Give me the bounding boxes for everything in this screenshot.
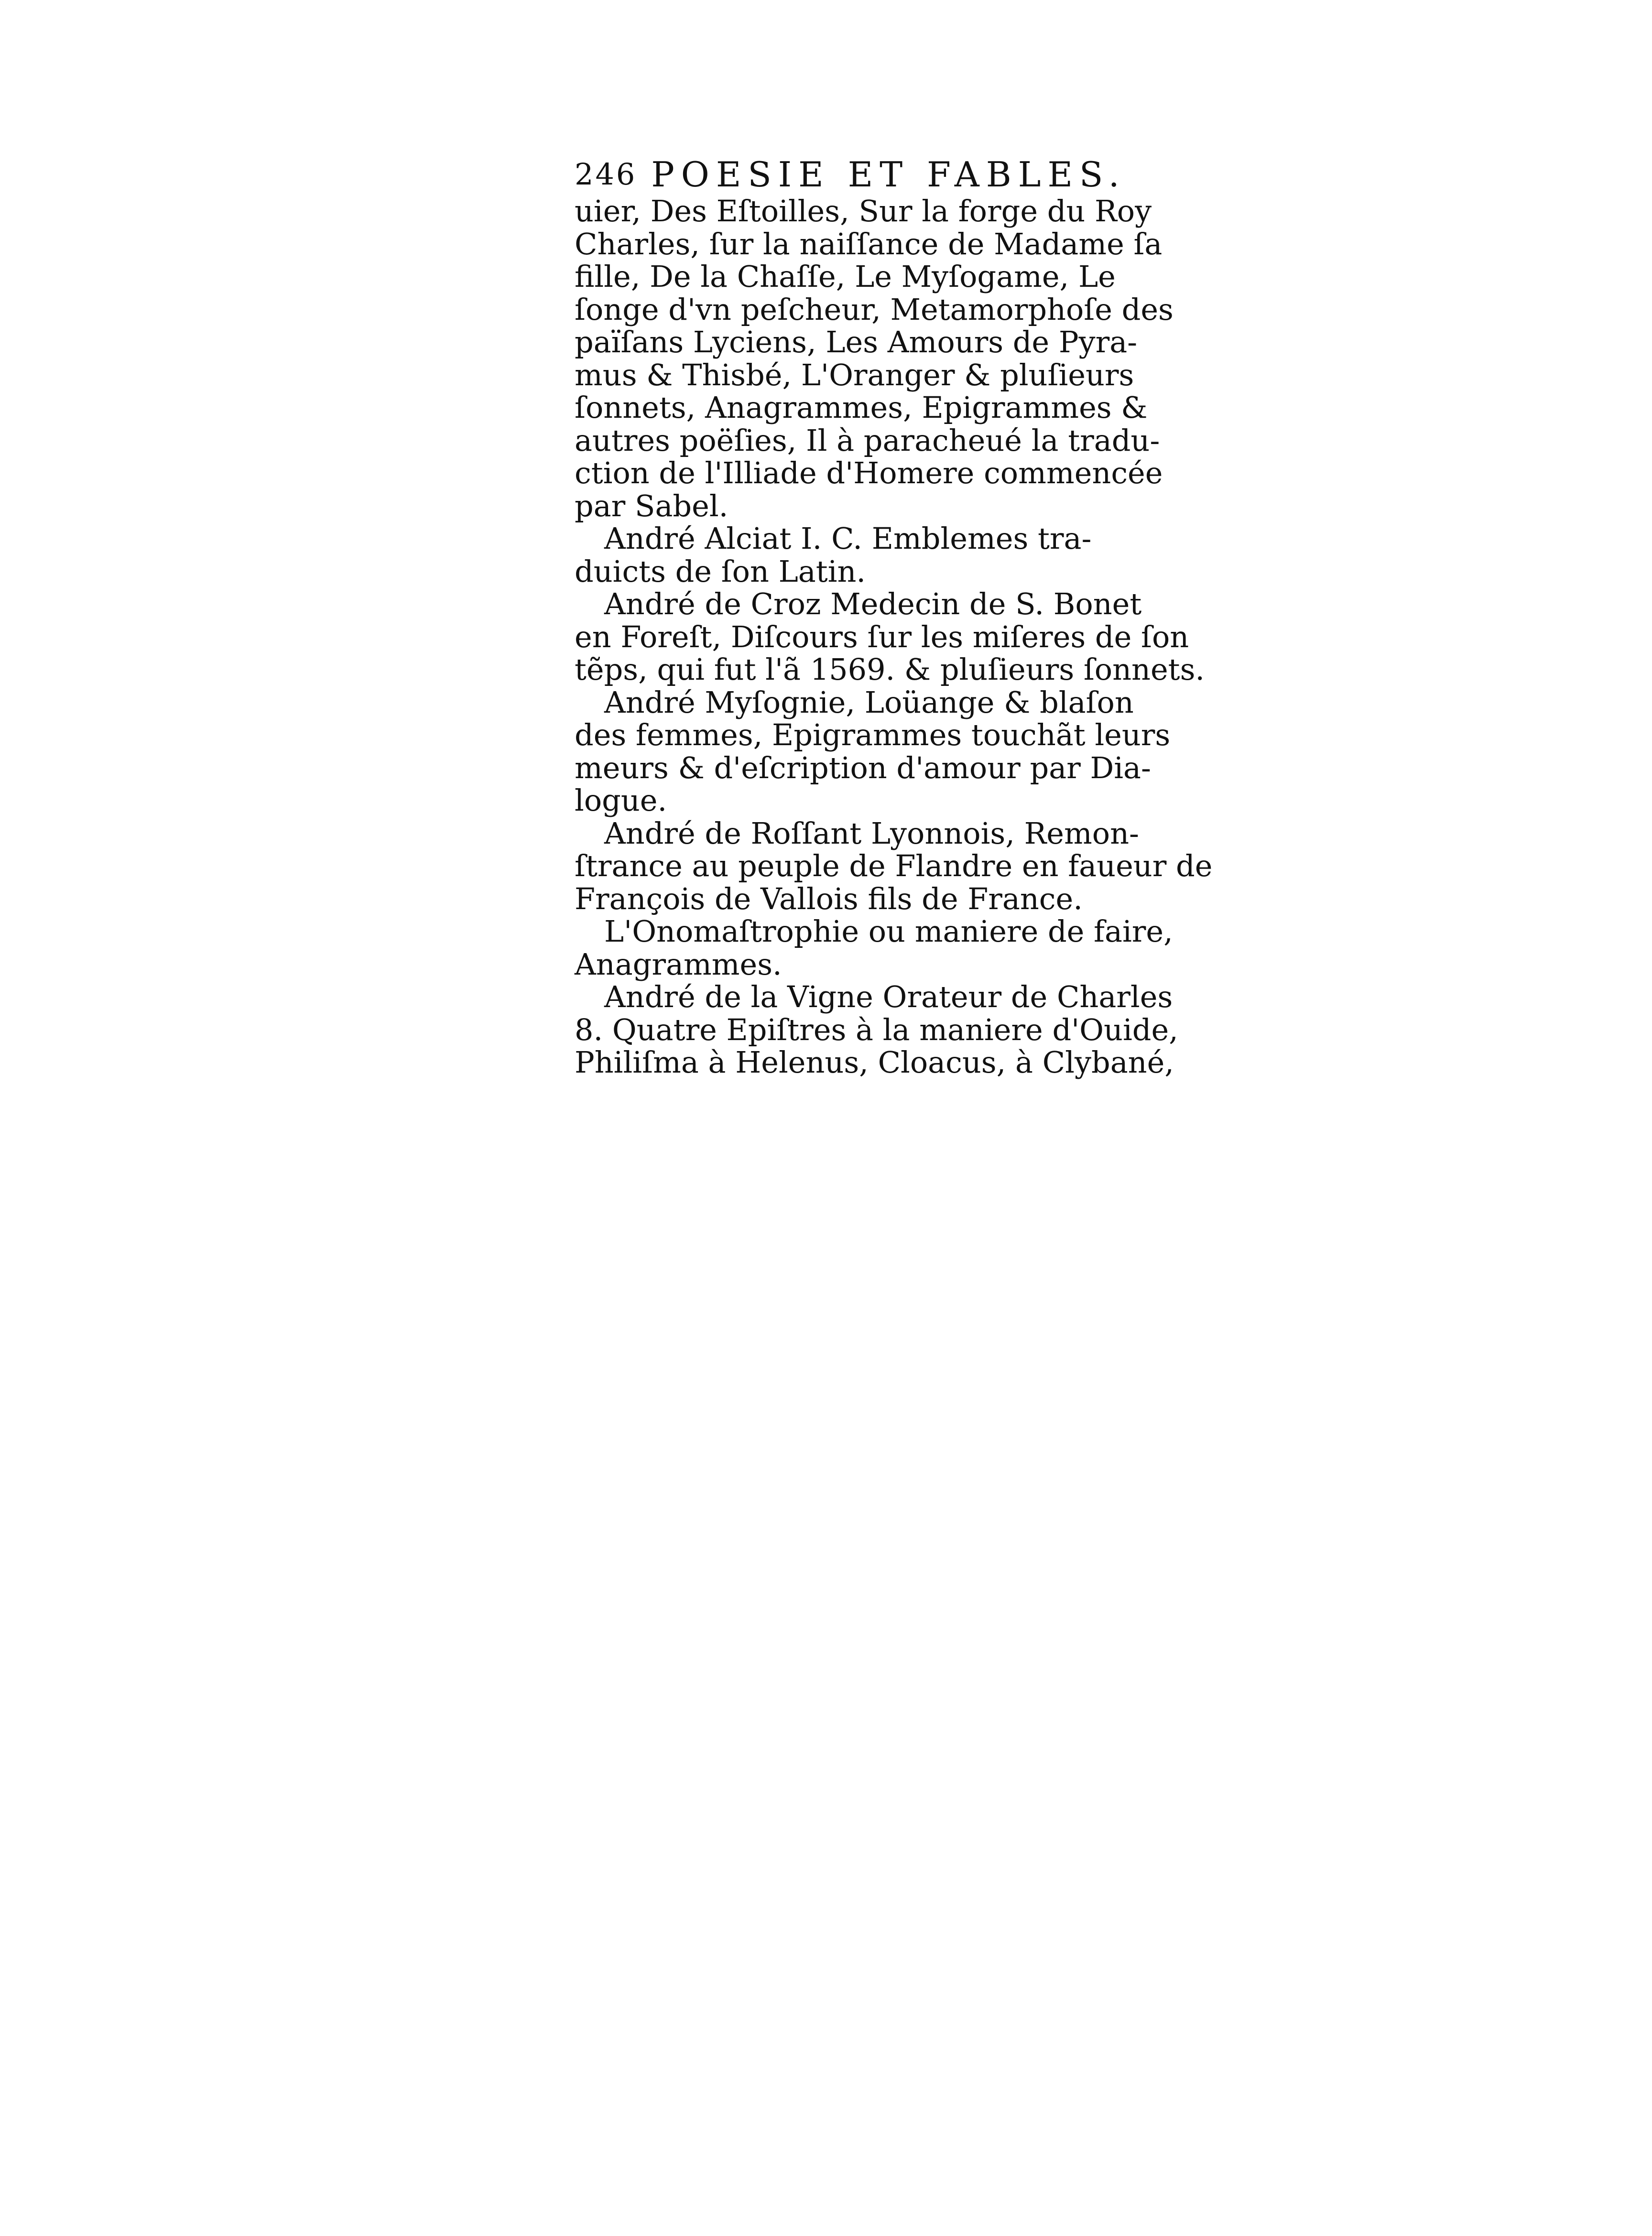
text-line-21: ſtrance au peuple de Flandre en faueur de: [575, 848, 1213, 883]
text-line-16: André Myſognie, Loüange & blaſon: [604, 684, 1134, 720]
text-line-18: meurs & d'eſcription d'amour par Dia-: [575, 750, 1151, 785]
text-line-5: païſans Lyciens, Les Amours de Pyra-: [575, 325, 1138, 359]
text-line-6: mus & Thisbé, L'Oranger & pluſieurs: [575, 357, 1134, 392]
text-line-1: uier, Des Eſtoilles, Sur la forge du Roy: [575, 194, 1152, 228]
page-number: 246: [575, 157, 637, 192]
text-line-2: Charles, ſur la naiſſance de Madame ſa: [575, 226, 1163, 261]
text-line-4: ſonge d'vn peſcheur, Metamorphoſe des: [575, 292, 1174, 327]
text-line-22: François de Vallois fils de France.: [575, 881, 1083, 916]
text-block: [575, 154, 1213, 1080]
text-line-14: en Foreſt, Diſcours ſur les miſeres de ſon: [575, 619, 1189, 654]
text-line-10: par Sabel.: [575, 488, 728, 523]
text-line-11: André Alciat I. C. Emblemes tra-: [604, 521, 1092, 556]
text-line-9: ction de l'Illiade d'Homere commencée: [575, 456, 1163, 490]
text-line-26: 8. Quatre Epiſtres à la maniere d'Ouide,: [575, 1012, 1178, 1047]
text-line-27: Philiſma à Helenus, Cloacus, à Clybané,: [575, 1045, 1174, 1080]
text-line-20: André de Roſſant Lyonnois, Remon-: [604, 815, 1139, 851]
running-header: [575, 154, 1126, 195]
text-line-7: ſonnets, Anagrammes, Epigrammes &: [575, 390, 1148, 425]
text-line-8: autres poëſies, Il à paracheué la tradu-: [575, 423, 1160, 458]
text-line-17: des femmes, Epigrammes touchãt leurs: [575, 717, 1171, 752]
text-line-24: Anagrammes.: [575, 946, 782, 982]
text-line-15: tẽps, qui fut l'ã 1569. & pluſieurs ſonnets.: [575, 652, 1205, 687]
text-line-19: logue.: [575, 783, 667, 818]
text-line-13: André de Croz Medecin de S. Bonet: [604, 586, 1142, 621]
text-line-25: André de la Vigne Orateur de Charles: [604, 979, 1173, 1014]
text-line-3: fille, De la Chaſſe, Le Myſogame, Le: [575, 259, 1116, 294]
running-title: POESIE ET FABLES.: [651, 154, 1126, 195]
text-line-12: duicts de ſon Latin.: [575, 554, 866, 589]
text-line-23: L'Onomaſtrophie ou maniere de faire,: [604, 914, 1173, 949]
